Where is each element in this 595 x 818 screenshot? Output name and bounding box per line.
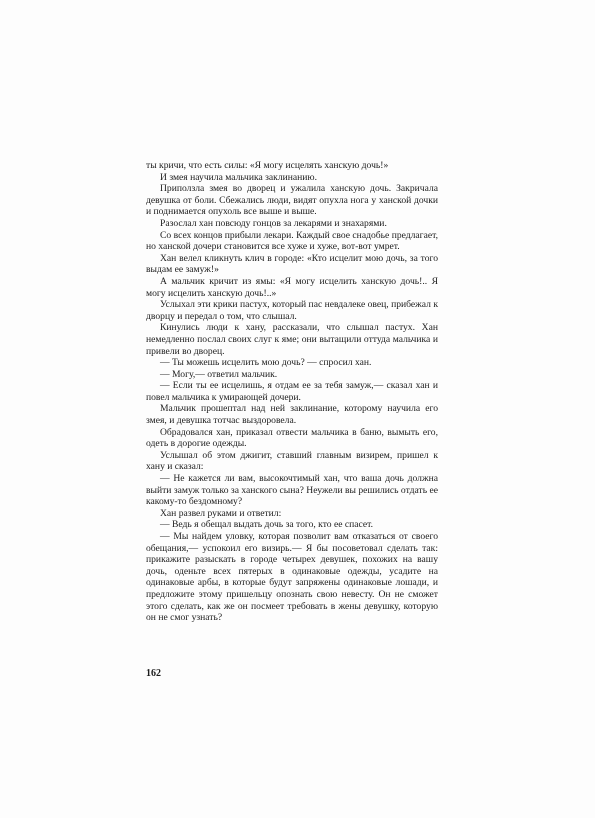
paragraph: ты кричи, что есть силы: «Я могу исцелять ханскую дочь!» bbox=[146, 160, 389, 171]
paragraph: А мальчик кричит из ямы: «Я могу исцелить ханскую дочь!.. Я могу исцелить ханскую дочь!..» bbox=[146, 275, 438, 299]
paragraph: Разослал хан повсюду гонцов за лекарями и знахарями. bbox=[160, 217, 387, 229]
paragraph: Хан велел кликнуть клич в городе: «Кто исцелит мою дочь, за того выдам ее замуж!» bbox=[146, 252, 438, 276]
dialogue-line: — Не кажется ли вам, высокочтимый хан, что ваша дочь должна выйти замуж только за ханского сына? Неужели вы решились отдать ее какому-то бездомному? bbox=[146, 473, 439, 508]
paragraph: Кинулись люди к хану, рассказали, что слышал пастух. Хан немедленно послал своих слуг к яме; они вытащили оттуда мальчика и привели во дворец. bbox=[146, 322, 438, 357]
dialogue-line: — Мы найдем уловку, которая позволит вам отказаться от своего обещания,— успокоил его визирь.— Я бы посоветовал сделать так: прикажите разыскать в городе четырех девушек, похожих на вашу дочь, оденьте всех пятерых в одинаковые одежды, усадите на одинаковые арбы, в которые будут запряжены одинаковые лошади, и предложите этому пришельцу опознать свою невесту. Он не сможет этого сделать, как же он посмеет требовать в жены девушку, которую он не смог узнать? bbox=[146, 531, 438, 624]
paragraph: Хан развел руками и ответил: bbox=[160, 507, 282, 519]
paragraph: Услыхал эти крики пастух, который пас невдалеке овец, прибежал к дворцу и передал о том, что слышал. bbox=[146, 299, 438, 322]
paragraph: Обрадовался хан, приказал отвести мальчика в баню, вымыть его, одеть в дорогие одежды. bbox=[146, 426, 438, 450]
paragraph: И змея научила мальчика заклинанию. bbox=[160, 171, 317, 183]
dialogue-line: — Если ты ее исцелишь, я отдам ее за тебя замуж,— сказал хан и повел мальчика к умирающей дочери. bbox=[146, 380, 438, 403]
dialogue-line: — Ведь я обещал выдать дочь за того, кто ее спасет. bbox=[160, 519, 374, 531]
dialogue-line: — Могу,— ответил мальчик. bbox=[160, 368, 278, 380]
page-number: 162 bbox=[146, 668, 161, 679]
paragraph: Услышал об этом джигит, ставший главным визирем, пришел к хану и сказал: bbox=[146, 449, 438, 473]
paragraph: Приползла змея во дворец и ужалила ханскую дочь. Закричала девушка от боли. Сбежались люди, видят опухла нога у ханской дочки и поднимается опухоль все выше и выше. bbox=[146, 183, 438, 218]
dialogue-line: — Ты можешь исцелить мою дочь? — спросил хан. bbox=[160, 357, 372, 369]
page-text bbox=[146, 160, 438, 624]
paragraph: Мальчик прошептал над ней заклинание, которому научила его змея, и девушка тотчас выздоровела. bbox=[146, 403, 438, 427]
paragraph: Со всех концов прибыли лекари. Каждый свое снадобье предлагает, но ханской дочери становится все хуже и хуже, вот-вот умрет. bbox=[146, 229, 438, 253]
